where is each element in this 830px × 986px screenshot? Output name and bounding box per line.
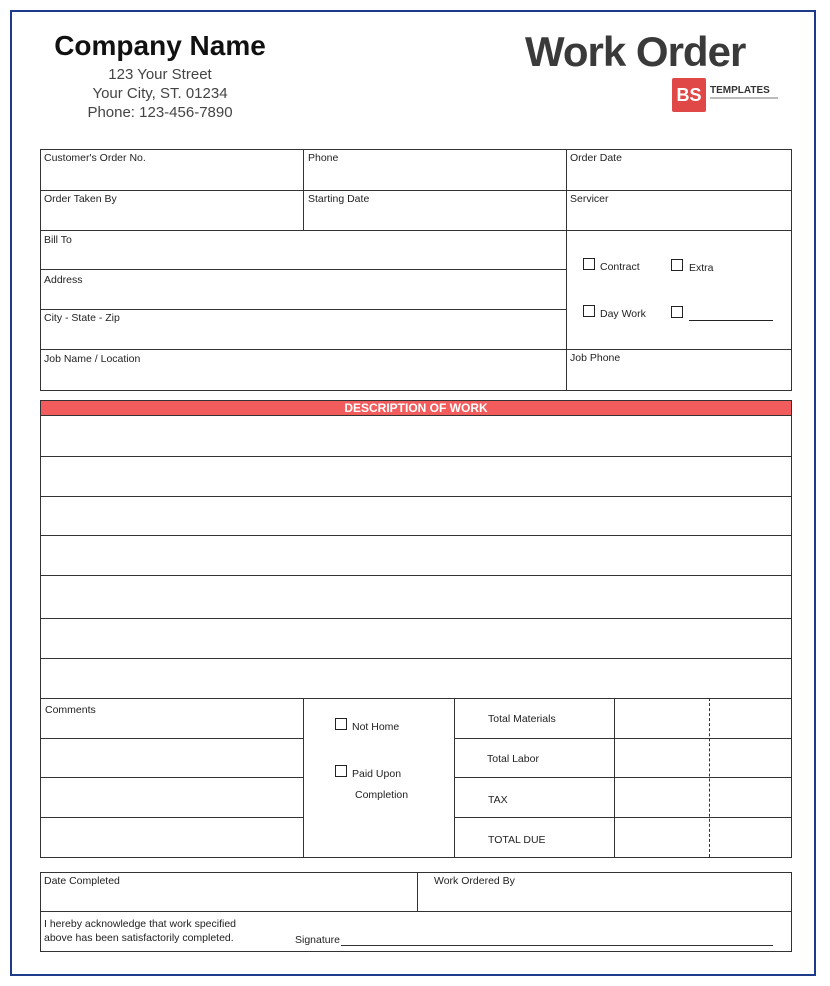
bill-to-field[interactable]: Bill To <box>44 234 72 246</box>
grid-line <box>454 817 792 818</box>
description-header: DESCRIPTION OF WORK <box>40 400 792 416</box>
total-labor-label: Total Labor <box>487 753 539 765</box>
day-work-checkbox[interactable] <box>583 305 595 317</box>
company-street: 123 Your Street <box>108 66 212 83</box>
paid-upon-label: Paid Upon <box>352 768 402 780</box>
extra-checkbox[interactable] <box>671 259 683 271</box>
total-materials-label: Total Materials <box>488 713 556 725</box>
order-date-field[interactable]: Order Date <box>570 152 622 164</box>
grid-line <box>303 149 304 230</box>
description-line <box>40 535 792 536</box>
grid-line <box>40 911 792 912</box>
total-due-label: TOTAL DUE <box>488 834 546 846</box>
description-line <box>40 575 792 576</box>
other-checkbox[interactable] <box>671 306 683 318</box>
not-home-label: Not Home <box>352 721 400 733</box>
comments-field[interactable]: Comments <box>45 704 96 716</box>
grid-line <box>40 349 792 350</box>
description-line <box>40 456 792 457</box>
signature-label: Signature <box>295 934 340 946</box>
acknowledgement-text: I hereby acknowledge that work specified <box>44 918 237 930</box>
document-title: Work Order <box>525 28 746 75</box>
order-taken-by-field[interactable]: Order Taken By <box>44 193 117 205</box>
contract-checkbox[interactable] <box>583 258 595 270</box>
customers-order-no-field[interactable]: Customer's Order No. <box>44 152 146 164</box>
grid-line <box>40 777 303 778</box>
completion-label: Completion <box>355 789 409 801</box>
address-field[interactable]: Address <box>44 274 83 286</box>
contract-label: Contract <box>600 261 640 273</box>
tax-label: TAX <box>488 794 508 806</box>
not-home-checkbox[interactable] <box>335 718 347 730</box>
grid-line <box>566 149 567 390</box>
grid-line <box>40 190 792 191</box>
servicer-field[interactable]: Servicer <box>570 193 609 205</box>
comments-totals-grid <box>40 698 792 858</box>
description-line <box>40 618 792 619</box>
company-phone: Phone: 123-456-7890 <box>87 104 233 121</box>
company-city: Your City, ST. 01234 <box>92 85 228 102</box>
brand-logo-icon: BS <box>672 78 706 112</box>
grid-line <box>417 872 418 911</box>
description-line <box>40 496 792 497</box>
description-line <box>40 658 792 659</box>
city-state-zip-field[interactable]: City - State - Zip <box>44 312 120 324</box>
other-blank-field[interactable] <box>689 320 773 321</box>
description-lines[interactable] <box>40 415 792 699</box>
job-name-location-field[interactable]: Job Name / Location <box>44 353 141 365</box>
grid-line <box>303 698 304 857</box>
brand-logo-text: TEMPLATES <box>710 85 770 96</box>
day-work-label: Day Work <box>600 308 646 320</box>
work-ordered-by-field[interactable]: Work Ordered By <box>434 875 515 887</box>
acknowledgement-text: above has been satisfactorily completed. <box>44 932 234 944</box>
grid-line <box>454 777 792 778</box>
grid-line <box>454 738 792 739</box>
signature-line[interactable] <box>341 945 773 946</box>
grid-line <box>40 817 303 818</box>
phone-field[interactable]: Phone <box>308 152 339 164</box>
grid-line <box>40 309 566 310</box>
grid-line <box>40 738 303 739</box>
brand-logo-tagline-bar <box>710 97 778 99</box>
grid-line <box>40 230 792 231</box>
paid-upon-completion-checkbox[interactable] <box>335 765 347 777</box>
starting-date-field[interactable]: Starting Date <box>308 193 370 205</box>
company-name: Company Name <box>54 30 266 61</box>
grid-line <box>40 269 566 270</box>
job-phone-field[interactable]: Job Phone <box>570 352 621 364</box>
extra-label: Extra <box>689 262 714 274</box>
date-completed-field[interactable]: Date Completed <box>44 875 120 887</box>
